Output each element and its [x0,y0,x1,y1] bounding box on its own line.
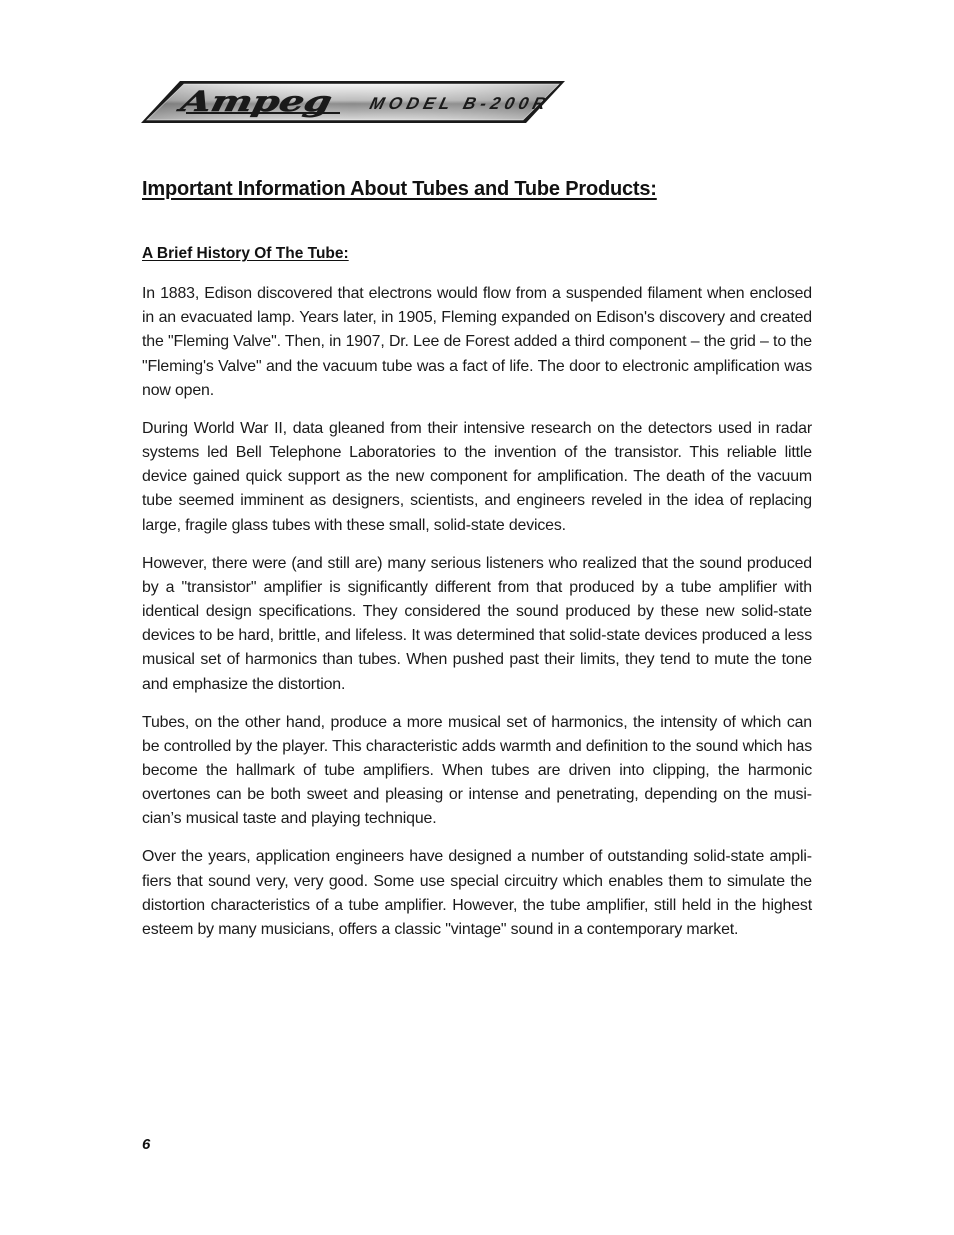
paragraph: Tubes, on the other hand, produce a more musical set of harmonics, the intensity of which can be controlled by the player. This characteristic adds warmth and definition to the sound which has become the hallmark of tube amplifiers. When tubes are driven into clipping, the harmonic overtones can be both sweet and pleasing or intense and penetrating, depending on the musician’s musical taste and playing technique. [142,713,812,828]
section-heading: A Brief History Of The Tube: [142,245,349,262]
page-title: Important Information About Tubes and Tube Products: [142,178,657,200]
model-name-text: MODEL B-200R [367,93,553,113]
paragraph: During World War II, data gleaned from their intensive research on the detectors used in radar systems led Bell Telephone Laboratories to the invention of the transistor. This reliable little device gained quick support as the new component for amplification. The death of the vacuum tube seemed imminent as designers, scientists, and engineers reveled in the idea of replacing large, fragile glass tubes with these small, solid-state devices. [142,419,812,534]
brand-logo-text: Ampeg [177,84,294,118]
paragraph: Over the years, application engineers have designed a number of outstanding solid-state amplifiers that sound very, very good. Some use special circuitry which enables them to simulate the distortion characteristics of a tube amplifier. However, the tube amplifier, still held in the highest esteem by many musicians, offers a classic "vintage" sound in a contemporary market. [142,848,812,939]
paragraph: In 1883, Edison discovered that electrons would flow from a suspended filament when enclosed in an evacuated lamp. Years later, in 1905, Fleming expanded on Edison's discovery and created the "Fleming Valve". Then, in 1907, Dr. Lee de Forest added a third component – the grid – to the "Fleming's Valve" and the vacuum tube was a fact of life. The door to electronic amplification was now open. [142,285,812,399]
paragraph: However, there were (and still are) many serious listeners who realized that the sound produced by a "transistor" amplifier is significantly different from that produced by a tube amplifier with identical design specifications. They considered the sound produced by these new solid-state devices to be hard, brittle, and lifeless. It was determined that solid-state devices produced a less musical set of harmonics than tubes. When pushed past their limits, they tend to mute the tone and emphasize the distortion. [142,554,812,693]
page-number: 6 [142,1136,151,1153]
body-text [142,282,812,956]
ampeg-model-logo-banner [140,80,566,124]
